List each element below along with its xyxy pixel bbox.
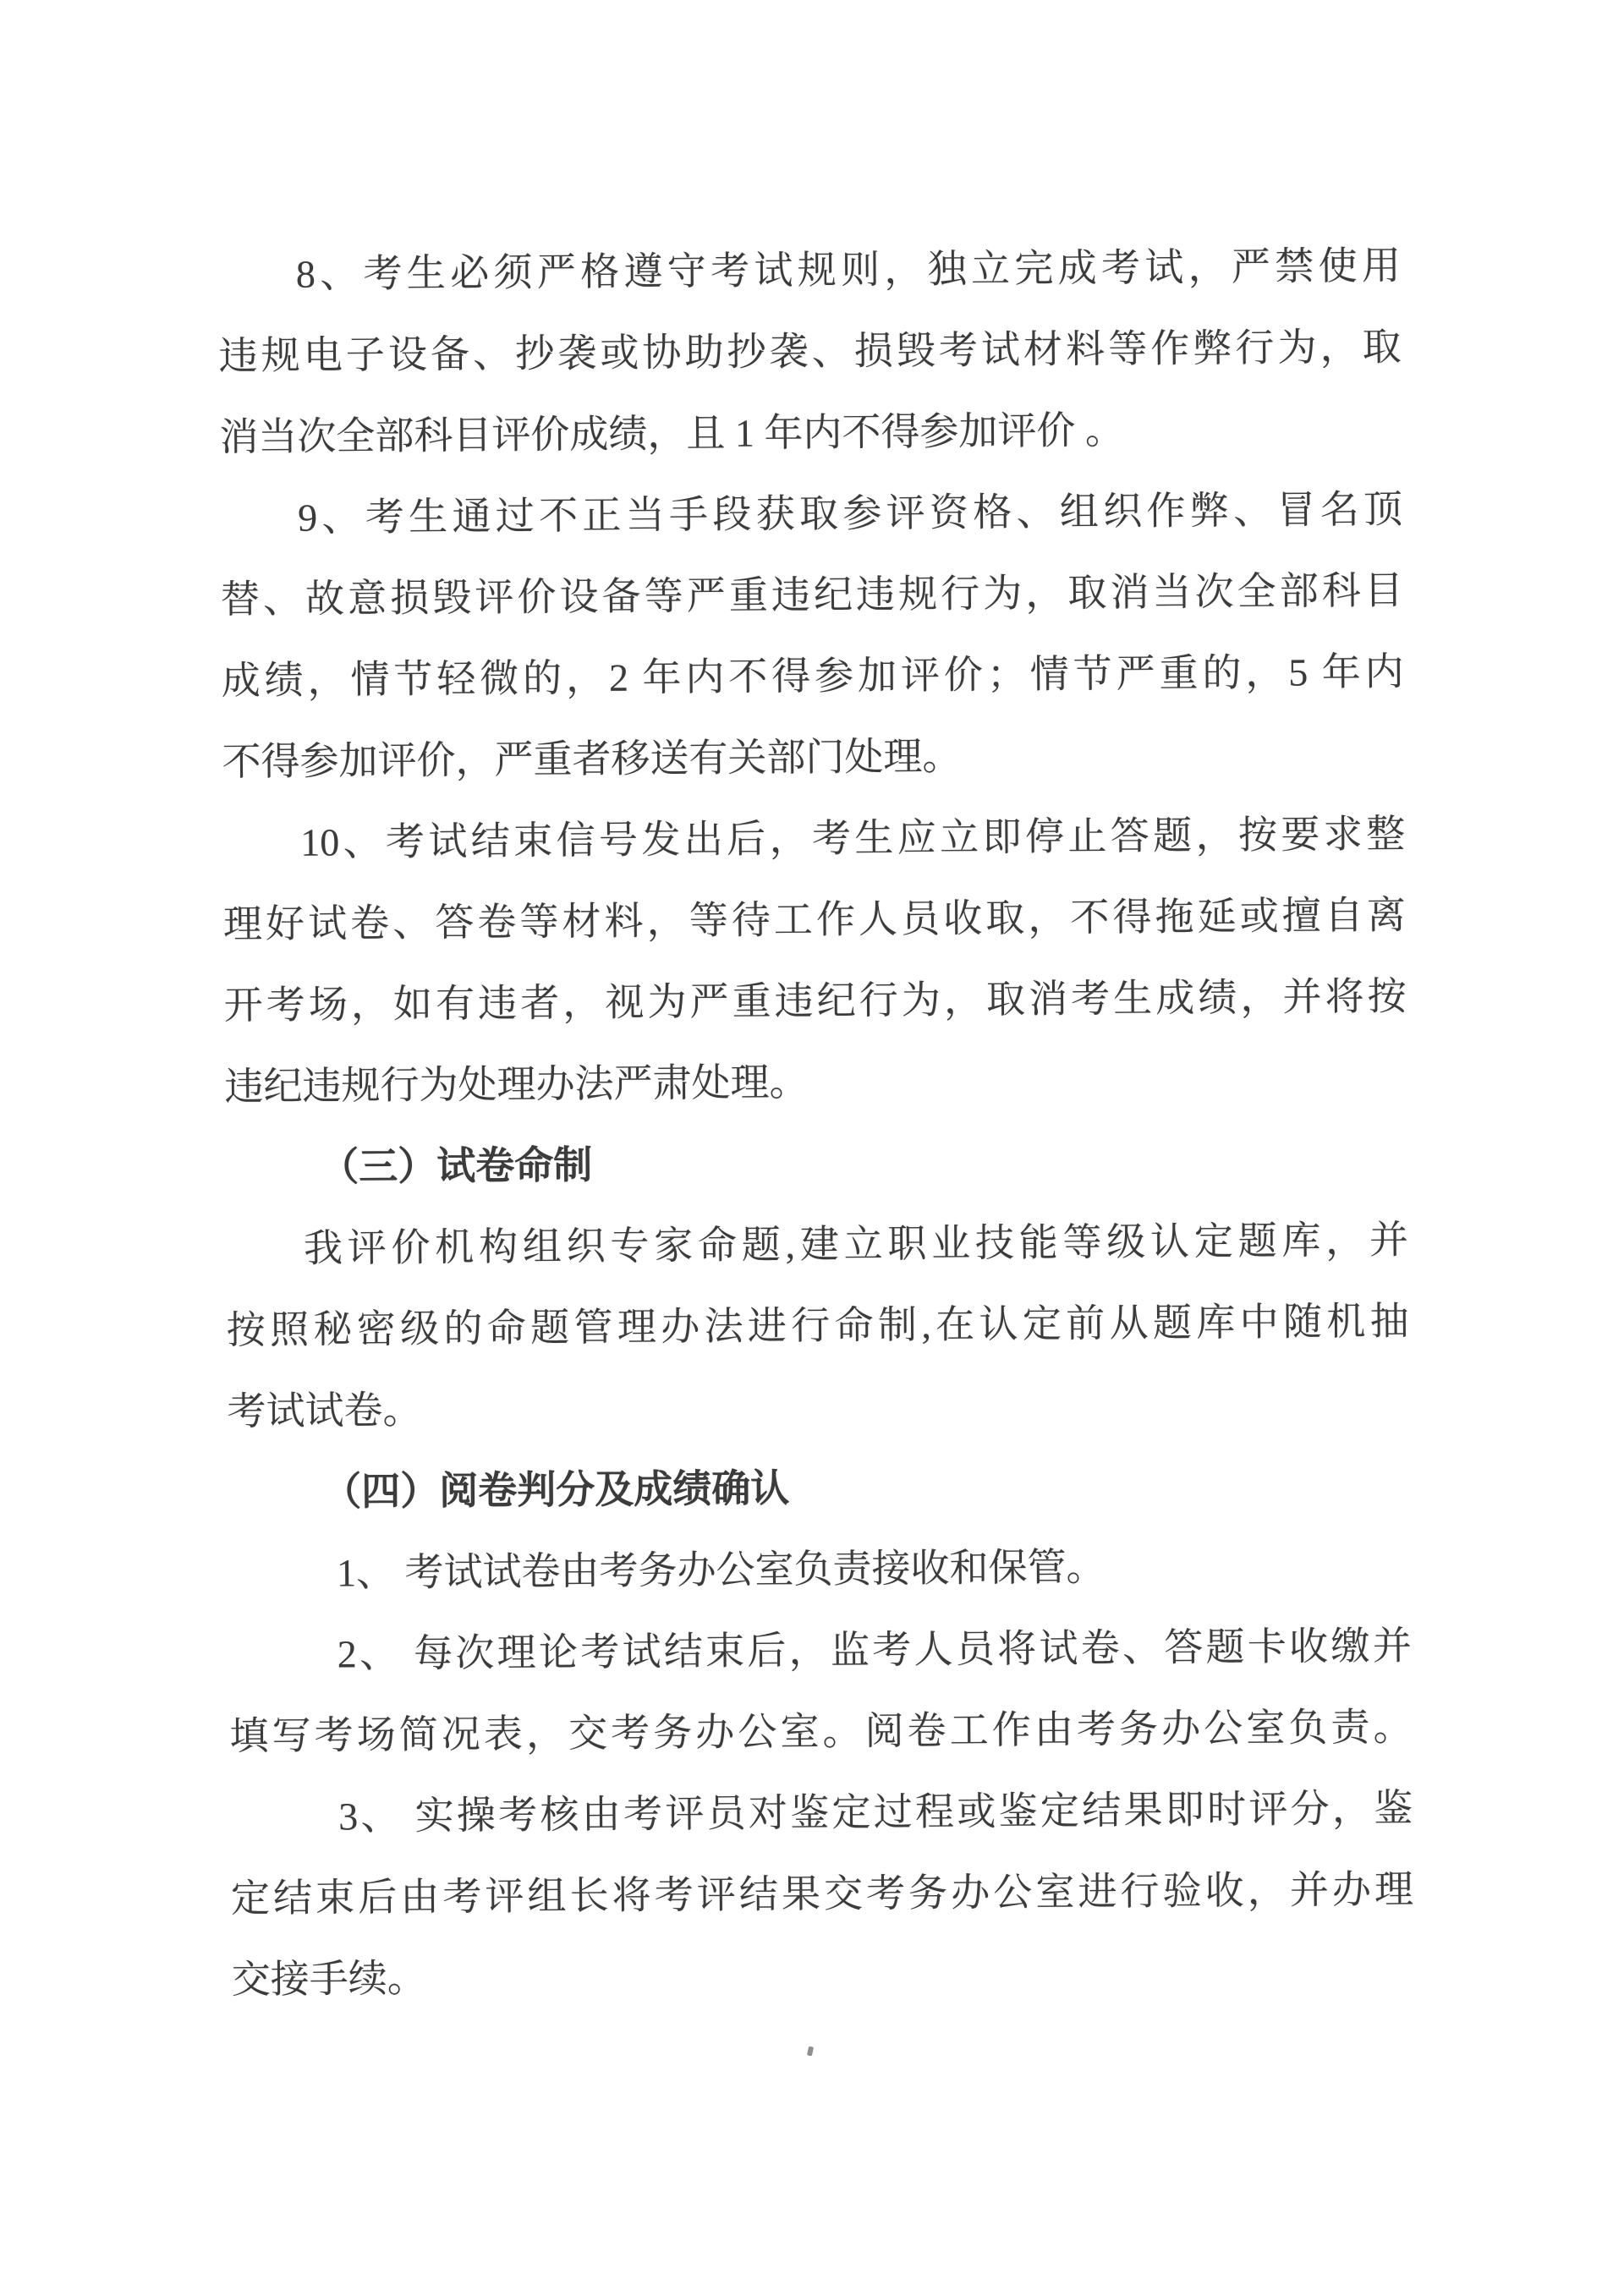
- text-line: 定结束后由考评组长将考评结果交考务办公室进行验收，并办理: [230, 1867, 1414, 1921]
- heading-line: （四）阅卷判分及成绩确认: [322, 1466, 790, 1514]
- text-line: 消当次全部科目评价成绩，且 1 年内不得参加评价 。: [219, 408, 1125, 459]
- text-line: 9、考生通过不正当手段获取参评资格、组织作弊、冒名顶: [297, 487, 1403, 540]
- text-line: 交接手续。: [231, 1956, 426, 2002]
- text-line: 成绩，情节轻微的，2 年内不得参加评价；情节严重的，5 年内: [221, 649, 1404, 703]
- text-line: 我评价机构组织专家命题,建立职业技能等级认定题库，并: [303, 1218, 1409, 1270]
- text-line: 填写考场简况表，交考务办公室。阅卷工作由考务办公室负责。: [229, 1705, 1413, 1758]
- paragraph-rule-10: [222, 794, 1407, 1128]
- paragraph-exam-paper-creation: [226, 1200, 1410, 1453]
- text-line: 替、故意损毁评价设备等严重违纪违规行为，取消当次全部科目: [220, 568, 1404, 622]
- list-item-2: [228, 1605, 1412, 1777]
- text-line: 8、考生必须严格遵守考试规则，独立完成考试，严禁使用: [295, 244, 1402, 296]
- list-item-1: [228, 1524, 1412, 1614]
- text-line: 开考场，如有违者，视为严重违纪行为，取消考生成绩，并将按: [223, 974, 1407, 1027]
- text-line: 不得参加评价，严重者移送有关部门处理。: [222, 734, 962, 784]
- text-line: 10、考试结束信号发出后，考生应立即停止答题，按要求整: [300, 812, 1406, 864]
- text-line: 2、 每次理论考试结束后，监考人员将试卷、答题卡收缴并: [337, 1624, 1412, 1676]
- paragraph-rule-8: [218, 226, 1402, 479]
- text-line: 1、 考试试卷由考务办公室负责接收和保管。: [336, 1545, 1106, 1595]
- paragraph-rule-9: [220, 469, 1405, 803]
- text-line: 考试试卷。: [227, 1388, 422, 1433]
- scanned-document-text: [218, 226, 1415, 2021]
- text-line: 3、 实操考核由考评员对鉴定过程或鉴定结果即时评分，鉴: [338, 1786, 1413, 1838]
- section-heading-4: [228, 1443, 1411, 1533]
- text-line: 理好试卷、答卷等材料，等待工作人员收取，不得拖延或擅自离: [222, 893, 1407, 946]
- text-line: 违规电子设备、抄袭或协助抄袭、损毁考试材料等作弊行为，取: [218, 325, 1402, 378]
- ink-speck: [807, 2046, 814, 2056]
- text-line: 按照秘密级的命题管理办法进行命制,在认定前从题库中随机抽: [226, 1299, 1409, 1352]
- text-line: 违纪违规行为处理办法严肃处理。: [224, 1060, 809, 1109]
- list-item-3: [230, 1767, 1414, 2020]
- heading-line: （三）试卷命制: [320, 1143, 593, 1189]
- section-heading-3: [225, 1119, 1408, 1209]
